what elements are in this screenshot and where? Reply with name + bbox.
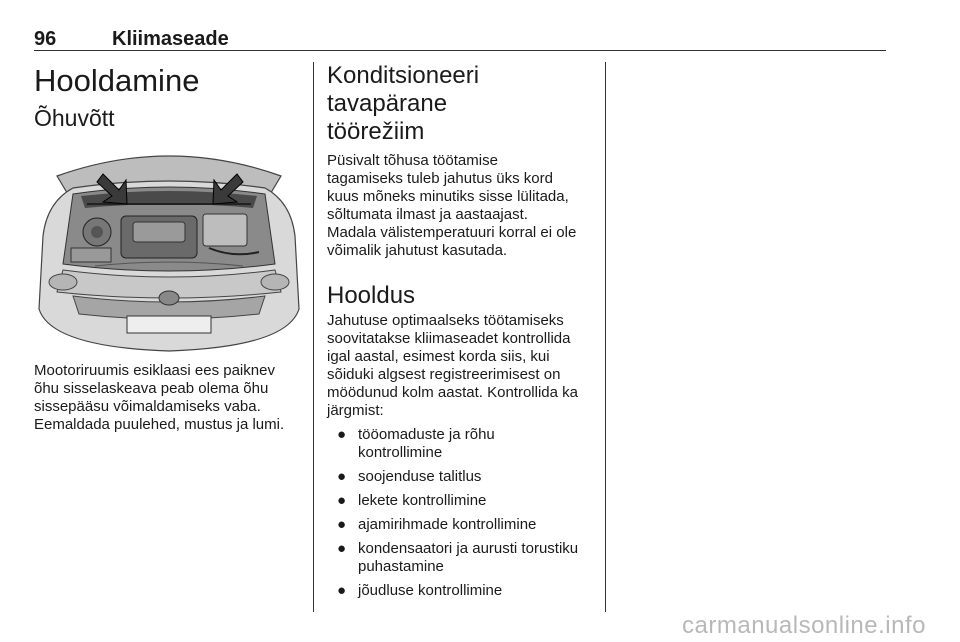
header-divider (34, 50, 886, 51)
middle-column (327, 62, 593, 606)
bullet-icon: ● (337, 516, 347, 533)
left-column (34, 62, 304, 434)
list-item-text: kondensaatori ja aurusti torustiku (358, 540, 579, 557)
text-line: soovitatakse kliimaseadet kontrollida (327, 330, 571, 347)
text-line: järgmist: (327, 402, 384, 419)
list-item-text: soojenduse talitlus (358, 468, 482, 485)
engine-bay-figure (37, 144, 301, 354)
figure-caption (34, 362, 304, 434)
text-line: võimalik jahutust kasutada. (327, 242, 508, 259)
list-item-text: puhastamine (358, 558, 444, 575)
bullet-icon: ● (337, 582, 347, 599)
list-item (327, 540, 593, 576)
text-line: sõltumata ilmast ja aastaajast. (327, 206, 528, 223)
list-item-text: kontrollimine (358, 444, 443, 461)
caption-line: sissepääsu võimaldamiseks vaba. (34, 398, 261, 415)
bullet-icon: ● (337, 492, 347, 509)
section-title-maintenance: Hooldamine (34, 63, 200, 98)
list-item-text: ajamirihmade kontrollimine (358, 516, 537, 533)
intro-paragraph (327, 152, 593, 260)
list-item (327, 426, 593, 462)
page-number: 96 (34, 28, 57, 50)
check-list (327, 426, 593, 600)
text-line: Jahutuse optimaalseks töötamiseks (327, 312, 564, 329)
caption-line: õhu sisselaskeava peab olema õhu (34, 380, 269, 397)
service-paragraph (327, 312, 593, 420)
column-divider-2 (605, 62, 606, 612)
section-title-normal-operation (327, 62, 593, 146)
bullet-icon: ● (337, 426, 347, 443)
caption-line: Mootoriruumis esiklaasi ees paiknev (34, 362, 275, 379)
chapter-title: Kliimaseade (112, 28, 229, 50)
title-line: töörežiim (327, 118, 425, 145)
section-title-service: Hooldus (327, 282, 416, 309)
list-item-text: lekete kontrollimine (358, 492, 487, 509)
page-header (34, 28, 886, 50)
bullet-icon: ● (337, 540, 347, 557)
text-line: kuus mõneks minutiks sisse lülitada, (327, 188, 569, 205)
caption-line: Eemaldada puulehed, mustus ja lumi. (34, 416, 285, 433)
list-item (327, 582, 593, 600)
list-item-text: jõudluse kontrollimine (358, 582, 503, 599)
text-line: Madala välistemperatuuri korral ei ole (327, 224, 577, 241)
bullet-icon: ● (337, 468, 347, 485)
list-item-text: tööomaduste ja rõhu (358, 426, 495, 443)
column-divider-1 (313, 62, 314, 612)
title-line: Konditsioneeri tavapärane (327, 62, 480, 117)
subsection-title-air-intake: Õhuvõtt (34, 105, 115, 131)
text-line: sõiduki algsest registreerimisest on (327, 366, 561, 383)
text-line: tagamiseks tuleb jahutus üks kord (327, 170, 553, 187)
list-item (327, 492, 593, 510)
watermark: carmanualsonline.info (682, 612, 926, 639)
list-item (327, 468, 593, 486)
text-line: möödunud kolm aastat. Kontrollida ka (327, 384, 578, 401)
text-line: igal aastal, esimest korda siis, kui (327, 348, 550, 365)
list-item (327, 516, 593, 534)
text-line: Püsivalt tõhusa töötamise (327, 152, 498, 169)
